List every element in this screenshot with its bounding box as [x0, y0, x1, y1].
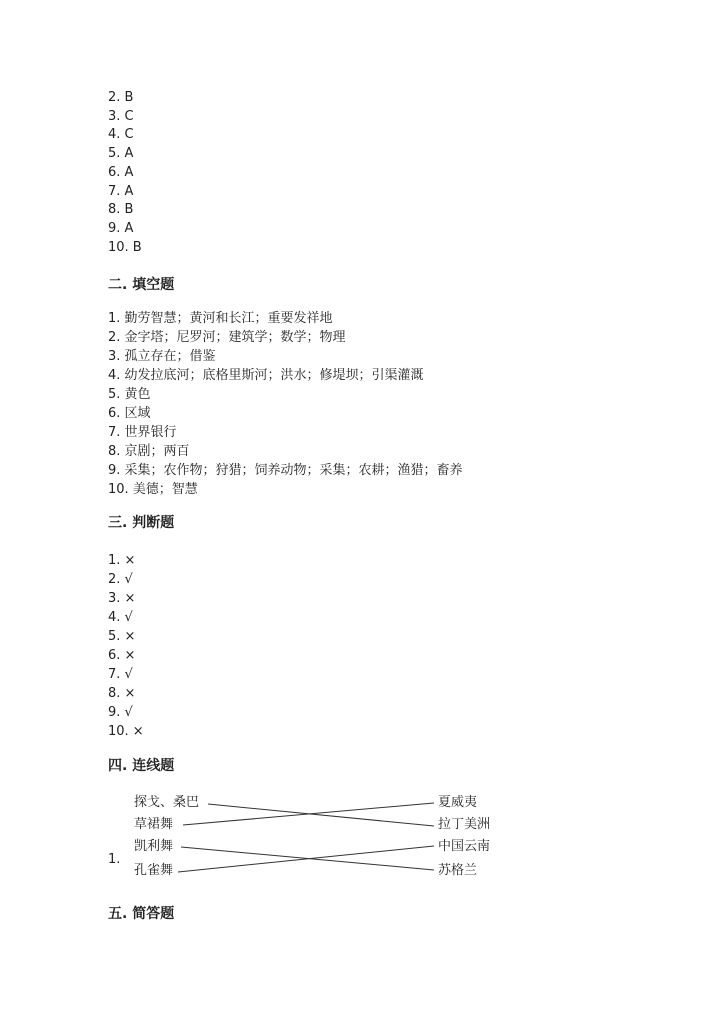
answer-item: 4. √ [108, 610, 133, 625]
answer-item: 10. B [108, 239, 142, 255]
answer-item: 7. A [108, 183, 134, 199]
answer-item: 8. B [108, 202, 134, 218]
matching-left-item: 草裙舞 [134, 817, 174, 832]
answer-item: 3. C [108, 108, 134, 124]
matching-left-item: 凯利舞 [134, 839, 174, 854]
answer-item: 8. × [108, 686, 136, 701]
answer-item: 1. 勤劳智慧；黄河和长江；重要发祥地 [108, 311, 333, 326]
answer-item: 5. 黄色 [108, 387, 151, 402]
answer-item: 2. √ [108, 572, 133, 587]
answer-item: 5. A [108, 146, 134, 162]
matching-right-item: 夏威夷 [438, 795, 478, 810]
answer-item: 4. C [108, 127, 134, 143]
answer-item: 5. × [108, 629, 136, 644]
match-line [183, 803, 434, 825]
matching-right-item: 中国云南 [438, 839, 491, 854]
answer-item: 3. × [108, 591, 136, 606]
answer-item: 10. × [108, 724, 144, 739]
answer-item: 6. × [108, 648, 136, 663]
section-judge-title: 三. 判断题 [108, 515, 175, 531]
answer-item: 7. 世界银行 [108, 425, 177, 440]
answer-item: 8. 京剧；两百 [108, 444, 190, 459]
answer-item: 9. A [108, 220, 134, 236]
matching-left-item: 探戈、桑巴 [134, 795, 200, 810]
matching-right-item: 苏格兰 [438, 863, 478, 878]
matching-right-item: 拉丁美洲 [438, 817, 491, 832]
matching-left-item: 孔雀舞 [134, 863, 174, 878]
answer-item: 4. 幼发拉底河；底格里斯河；洪水；修堤坝；引渠灌溉 [108, 368, 424, 383]
section-matching-title: 四. 连线题 [108, 758, 175, 774]
answer-item: 3. 孤立存在；借鉴 [108, 349, 216, 364]
answer-item: 1. × [108, 553, 136, 568]
answer-item: 9. √ [108, 705, 133, 720]
match-line [208, 804, 434, 826]
answer-item: 2. 金字塔；尼罗河；建筑学；数学；物理 [108, 330, 346, 345]
answer-item: 7. √ [108, 667, 133, 682]
answer-item: 9. 采集；农作物；狩猎；饲养动物；采集；农耕；渔猎；畜养 [108, 463, 463, 478]
matching-number: 1. [108, 852, 121, 867]
answer-item: 6. 区域 [108, 406, 151, 421]
section-short-answer-title: 五. 简答题 [108, 906, 175, 922]
answer-item: 6. A [108, 164, 134, 180]
section-fill-title: 二. 填空题 [108, 277, 175, 293]
answer-item: 10. 美德；智慧 [108, 482, 198, 497]
answer-item: 2. B [108, 90, 134, 105]
